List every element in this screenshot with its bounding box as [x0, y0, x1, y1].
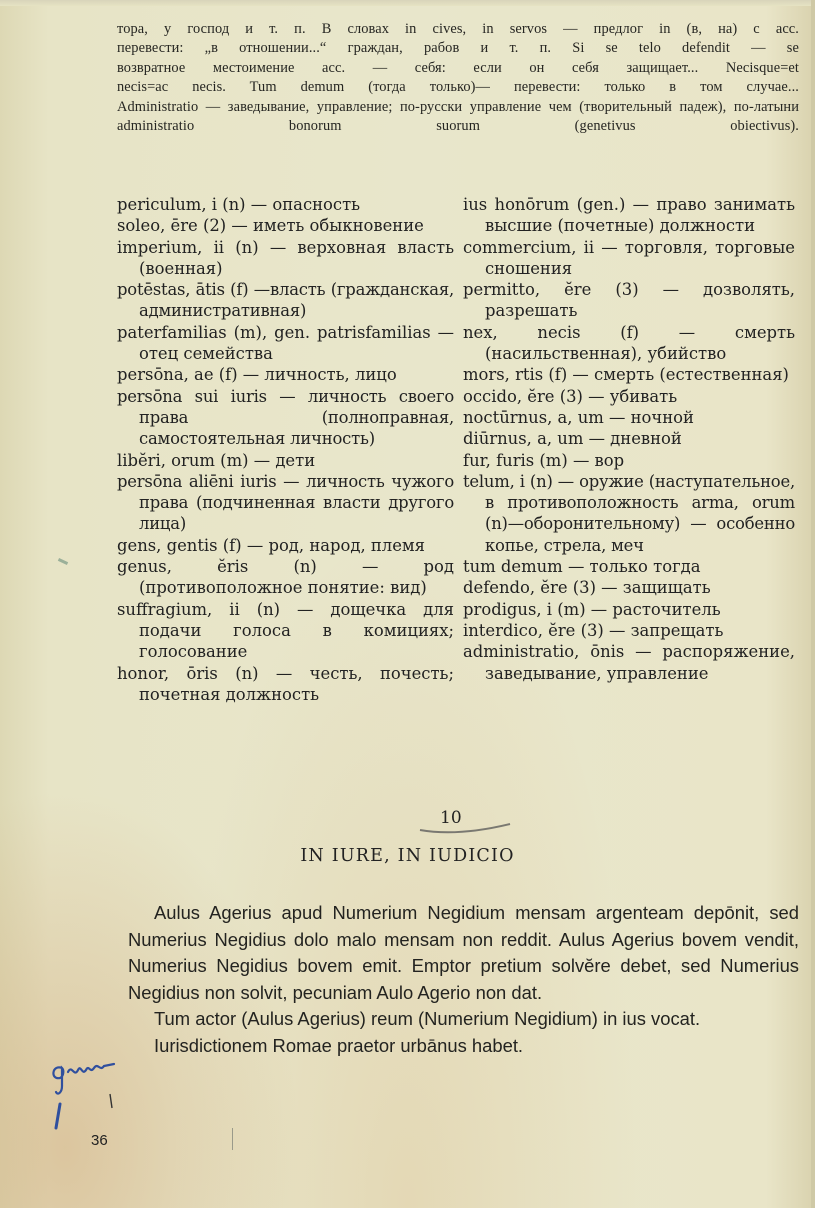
note-line: тора, у господ и т. п. В словах in cives, in servos — предлог in (в, на) с acc.: [117, 21, 799, 37]
stray-mark: [58, 558, 68, 565]
lesson-title: IN IURE, IN IUDICIO: [300, 846, 515, 866]
pencil-underline-icon: [418, 822, 513, 836]
note-line: Administratio — заведывание, управление; по-русски управление чем (творительный падеж), по-латыни administratio bonorum suorum (genetivus obiectivus).: [117, 98, 799, 135]
vocab-entry: persōna, ae (f) — личность, лицо: [117, 365, 397, 385]
vocab-entry: gens, gentis (f) — род, народ, племя: [117, 535, 426, 555]
vocabulary-column-right: [463, 194, 795, 684]
note-line: возвратное местоимение acc. — себя: если он себя защищает... Necisque=et: [117, 59, 799, 76]
vocab-entry: persōna aliēni iuris — личность чужого права (подчиненная власти другого лица): [117, 471, 454, 534]
vocab-entry: permitto, ĕre (3) — дозволять, разрешать: [463, 280, 795, 321]
vocab-entry: fur, furis (m) — вор: [463, 450, 625, 470]
pencil-mark: [232, 1128, 233, 1150]
vocab-entry: interdico, ĕre (3) — запрещать: [463, 620, 724, 640]
vocab-entry: persōna sui iuris — личность своего права (полноправная, самостоятельная личность): [117, 386, 454, 449]
page-top-edge: [0, 0, 815, 6]
vocab-entry: imperium, ii (n) — верховная власть (военная): [117, 237, 454, 278]
reading-paragraph: Aulus Agerius apud Numerium Negidium mensam argenteam depōnit, sed Numerius Negidius dolo malo mensam non reddit. Aulus Agerius bovem vendit, Numerius Negidius bovem emit. Emptor pretium solvĕre debet, sed Numerius Negidius non solvit, pecuniam Aulo Agerio non dat.: [128, 902, 799, 1003]
vocabulary-column-left: [117, 194, 454, 705]
note-line: necis=ac necis. Tum demum (тогда только)— перевести: только в том случае...: [117, 79, 799, 96]
vocab-entry: tum demum — только тогда: [463, 557, 701, 577]
vocab-entry: defendo, ĕre (3) — защищать: [463, 578, 711, 598]
vocab-entry: potēstas, ātis (f) —власть (гражданская, административная): [117, 280, 454, 321]
commentary-notes: [117, 20, 799, 136]
vocab-entry: telum, i (n) — оружие (наступательное, в противоположность arma, orum (n)—оборонительному) — особенно копье, стрела, меч: [463, 471, 795, 555]
vocab-entry: prodigus, i (m) — расточитель: [463, 599, 721, 619]
vocab-entry: mors, rtis (f) — смерть (естественная): [463, 365, 789, 385]
vocab-entry: honor, ōris (n) — честь, почесть; почетная должность: [117, 663, 454, 704]
reading-paragraph: Iurisdictionem Romae praetor urbānus habet.: [154, 1034, 524, 1056]
vocab-entry: occido, ĕre (3) — убивать: [463, 386, 678, 406]
note-line: перевести: „в отношении...“ граждан, рабов и т. п. Si se telo defendit — se: [117, 40, 799, 57]
vocab-entry: noctūrnus, a, um — ночной: [463, 407, 694, 427]
vocab-entry: paterfamilias (m), gen. patrisfamilias — отец семейства: [117, 322, 454, 364]
vocab-entry: suffragium, ii (n) — дощечка для подачи голоса в комициях; голосование: [117, 599, 454, 662]
lesson-number: 10: [440, 808, 462, 828]
vocab-entry: nex, necis (f) — смерть (насильственная), убийство: [463, 322, 795, 364]
reading-paragraph: Tum actor (Aulus Agerius) reum (Numerium Negidium) in ius vocat.: [154, 1008, 701, 1030]
vocab-entry: ius honōrum (gen.) — право занимать высшие (почетные) должности: [463, 195, 795, 236]
vocab-entry: periculum, i (n) — опасность: [117, 195, 361, 214]
vocab-entry: genus, ĕris (n) — род (противоположное понятие: вид): [117, 557, 454, 598]
vocab-entry: diūrnus, a, um — дневной: [463, 429, 682, 449]
page-number: 36: [91, 1132, 108, 1149]
vocab-entry: libĕri, orum (m) — дети: [117, 450, 316, 470]
page-right-edge: [811, 0, 815, 1208]
vocab-entry: administratio, ōnis — распоряжение, заведывание, управление: [463, 642, 795, 683]
vocab-entry: commercium, ii — торговля, торговые сношения: [463, 237, 795, 278]
reading-text: [128, 900, 799, 1060]
vocab-entry: soleo, ēre (2) — иметь обыкновение: [117, 216, 424, 236]
handwritten-annotation-icon: [48, 1042, 118, 1132]
